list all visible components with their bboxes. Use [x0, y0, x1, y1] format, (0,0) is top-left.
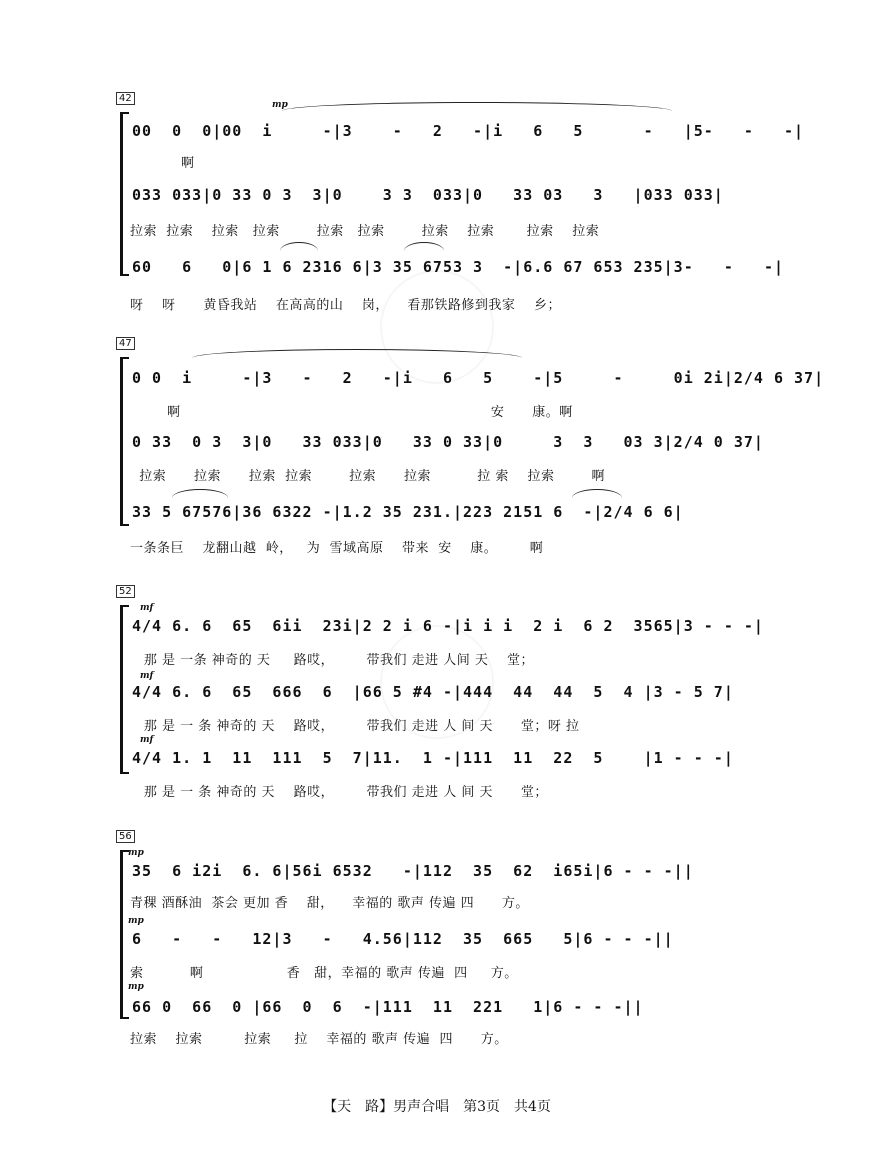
score-system-3: [112, 583, 762, 808]
note-slur: [172, 489, 228, 498]
voice-1-notes: 35 6 i2i 6. 6|56i 6532 -|112 35 62 i65i|6 - - -||: [132, 862, 694, 880]
dynamic-marking: mp: [272, 100, 288, 110]
voice-2-lyrics: 那 是 一 条 神奇的 天 路哎， 带我们 走进 人 间 天 堂；呀 拉: [130, 719, 580, 734]
system-brace: [120, 850, 129, 1019]
dynamic-marking: mp: [128, 848, 144, 858]
voice-3-lyrics: 一条条巨 龙翻山越 岭， 为 雪域高原 带来 安 康。 啊: [130, 541, 544, 556]
voice-3-notes: 66 0 66 0 |66 0 6 -|111 11 221 1|6 - - -||: [132, 998, 644, 1016]
voice-2-lyrics: 索 啊 香 甜，幸福的 歌声 传遍 四 方。: [130, 966, 518, 981]
voice-2-lyrics: 拉索 拉索 拉索 拉索 拉索 拉索 拉 索 拉索 啊: [130, 469, 606, 484]
phrase-slur: [282, 102, 672, 111]
measure-number: 56: [116, 830, 135, 843]
voice-3-lyrics: 那 是 一 条 神奇的 天 路哎， 带我们 走进 人 间 天 堂；: [130, 785, 548, 800]
dynamic-marking: mp: [128, 982, 144, 992]
system-brace: [120, 357, 129, 526]
note-slur: [572, 489, 622, 498]
voice-2-lyrics: 拉索 拉索 拉索 拉索 拉索 拉索 拉索 拉索 拉索 拉索: [130, 224, 600, 239]
phrase-slur: [192, 349, 522, 358]
voice-1-notes: 0 0 i -|3 - 2 -|i 6 5 -|5 - 0i 2i|2/4 6 37|: [132, 369, 825, 387]
voice-1-notes: 4/4 6. 6 65 6ii 23i|2 2 i 6 -|i i i 2 i 6 2 3565|3 - - -|: [132, 617, 764, 635]
score-system-2: [112, 335, 825, 560]
voice-2-notes: 033 033|0 33 0 3 3|0 3 3 033|0 33 03 3 |033 033|: [132, 186, 724, 204]
voice-3-notes: 33 5 67576|36 6322 -|1.2 35 231.|223 2151 6 -|2/4 6 6|: [132, 503, 684, 521]
voice-2-notes: 6 - - 12|3 - 4.56|112 35 665 5|6 - - -||: [132, 930, 674, 948]
note-slur: [280, 242, 318, 251]
voice-3-notes: 60 6 0|6 1 6 2316 6|3 35 6753 3 -|6.6 67 653 235|3- - -|: [132, 258, 784, 276]
measure-number: 42: [116, 92, 135, 105]
note-slur: [404, 242, 444, 251]
measure-number: 52: [116, 585, 135, 598]
measure-number: 47: [116, 337, 135, 350]
page-footer: 【天 路】男声合唱 第3页 共4页: [323, 1099, 551, 1115]
dynamic-marking: mp: [128, 916, 144, 926]
voice-3-lyrics: 呀 呀 黄昏我站 在高高的山 岗， 看那铁路修到我家 乡；: [130, 298, 561, 313]
system-brace: [120, 605, 129, 774]
dynamic-marking: mf: [140, 603, 154, 613]
voice-3-lyrics: 拉索 拉索 拉索 拉 幸福的 歌声 传遍 四 方。: [130, 1032, 508, 1047]
dynamic-marking: mf: [140, 735, 154, 745]
voice-1-notes: 00 0 0|00 i -|3 - 2 -|i 6 5 - |5- - -|: [132, 122, 805, 140]
score-system-4: [112, 828, 762, 1053]
voice-2-notes: 4/4 6. 6 65 666 6 |66 5 #4 -|444 44 44 5 4 |3 - 5 7|: [132, 683, 734, 701]
system-brace: [120, 112, 129, 276]
voice-1-lyrics: 啊 安 康。啊: [130, 405, 573, 420]
score-system-1: [112, 90, 805, 315]
voice-3-notes: 4/4 1. 1 11 111 5 7|11. 1 -|111 11 22 5 |1 - - -|: [132, 749, 734, 767]
voice-1-lyrics: 啊: [130, 156, 195, 171]
voice-1-lyrics: 那 是 一条 神奇的 天 路哎， 带我们 走进 人间 天 堂；: [130, 653, 534, 668]
dynamic-marking: mf: [140, 671, 154, 681]
voice-2-notes: 0 33 0 3 3|0 33 033|0 33 0 33|0 3 3 03 3|2/4 0 37|: [132, 433, 764, 451]
voice-1-lyrics: 青稞 酒酥油 茶会 更加 香 甜， 幸福的 歌声 传遍 四 方。: [130, 896, 529, 911]
